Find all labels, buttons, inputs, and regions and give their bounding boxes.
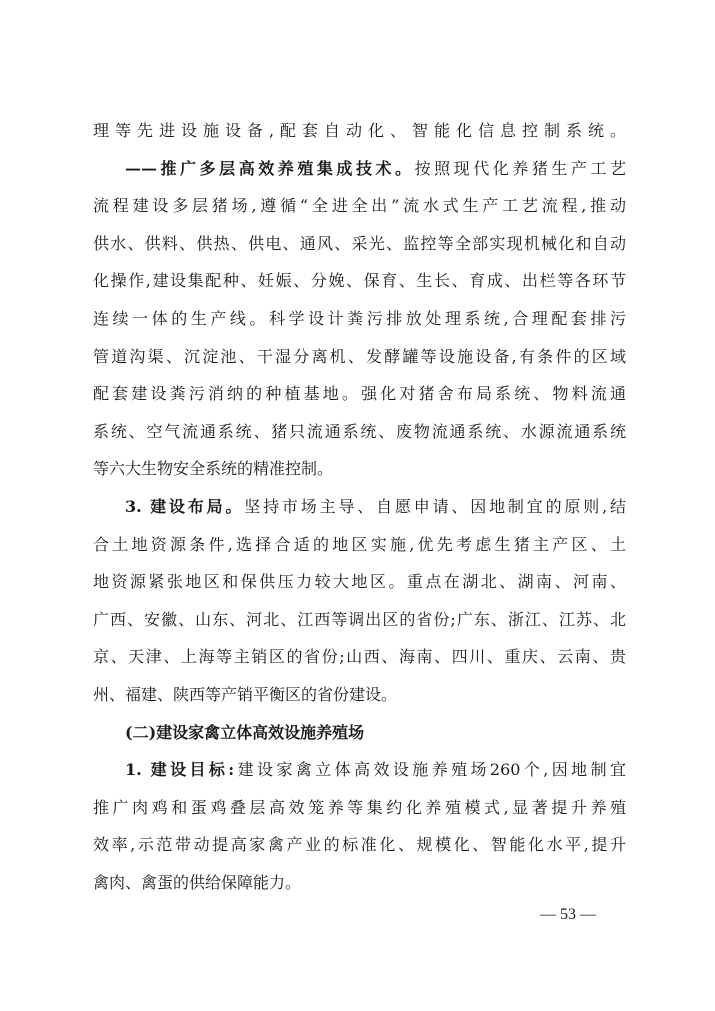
text-line: 等六大生物安全系统的精准控制。 [93, 459, 334, 479]
text-line: 1. 建设目标:建设家禽立体高效设施养殖场260个,因地制宜 [125, 760, 626, 780]
text-line: 京、天津、上海等主销区的省份;山西、海南、四川、重庆、云南、贵 [93, 647, 626, 667]
bold-heading: ——推广多层高效养殖集成技术。 [125, 158, 415, 178]
text-line: 合土地资源条件,选择合适的地区实施,优先考虑生猪主产区、土 [93, 534, 626, 554]
text-line: 禽肉、禽蛋的供给保障能力。 [93, 872, 302, 892]
text-line: 广西、安徽、山东、河北、江西等调出区的省份;广东、浙江、江苏、北 [93, 609, 626, 629]
text-line: 连续一体的生产线。科学设计粪污排放处理系统,合理配套排污 [93, 308, 626, 328]
text-line: ——推广多层高效养殖集成技术。按照现代化养猪生产工艺 [125, 158, 626, 178]
text-line: 3. 建设布局。坚持市场主导、自愿申请、因地制宜的原则,结 [125, 496, 626, 516]
text-line: 流程建设多层猪场,遵循“全进全出”流水式生产工艺流程,推动 [93, 196, 626, 216]
text-line: 供水、供料、供热、供电、通风、采光、监控等全部实现机械化和自动 [93, 233, 626, 253]
text-line: 州、福建、陕西等产销平衡区的省份建设。 [93, 684, 398, 704]
text-line: 效率,示范带动提高家禽产业的标准化、规模化、智能化水平,提升 [93, 835, 626, 855]
section-heading [93, 714, 626, 752]
text-line: 管道沟渠、沉淀池、干湿分离机、发酵罐等设施设备,有条件的区域 [93, 346, 626, 366]
text-line: 化操作,建设集配种、妊娠、分娩、保育、生长、育成、出栏等各环节 [93, 271, 626, 291]
text-line: 系统、空气流通系统、猪只流通系统、废物流通系统、水源流通系统 [93, 421, 626, 441]
text-line: 理等先进设施设备,配套自动化、智能化信息控制系统。 [93, 121, 626, 140]
bold-heading: 3. 建设布局。 [125, 496, 245, 516]
text-line: 地资源紧张地区和保供压力较大地区。重点在湖北、湖南、河南、 [93, 572, 626, 592]
bold-heading: (二)建设家禽立体高效设施养殖场 [125, 722, 365, 742]
bold-heading: 1. 建设目标: [125, 760, 235, 780]
text-line: 推广肉鸡和蛋鸡叠层高效笼养等集约化养殖模式,显著提升养殖 [93, 797, 626, 817]
text-line: 配套建设粪污消纳的种植基地。强化对猪舍布局系统、物料流通 [93, 384, 626, 404]
page-number: — 53 — [540, 906, 596, 923]
document-body [93, 112, 626, 901]
